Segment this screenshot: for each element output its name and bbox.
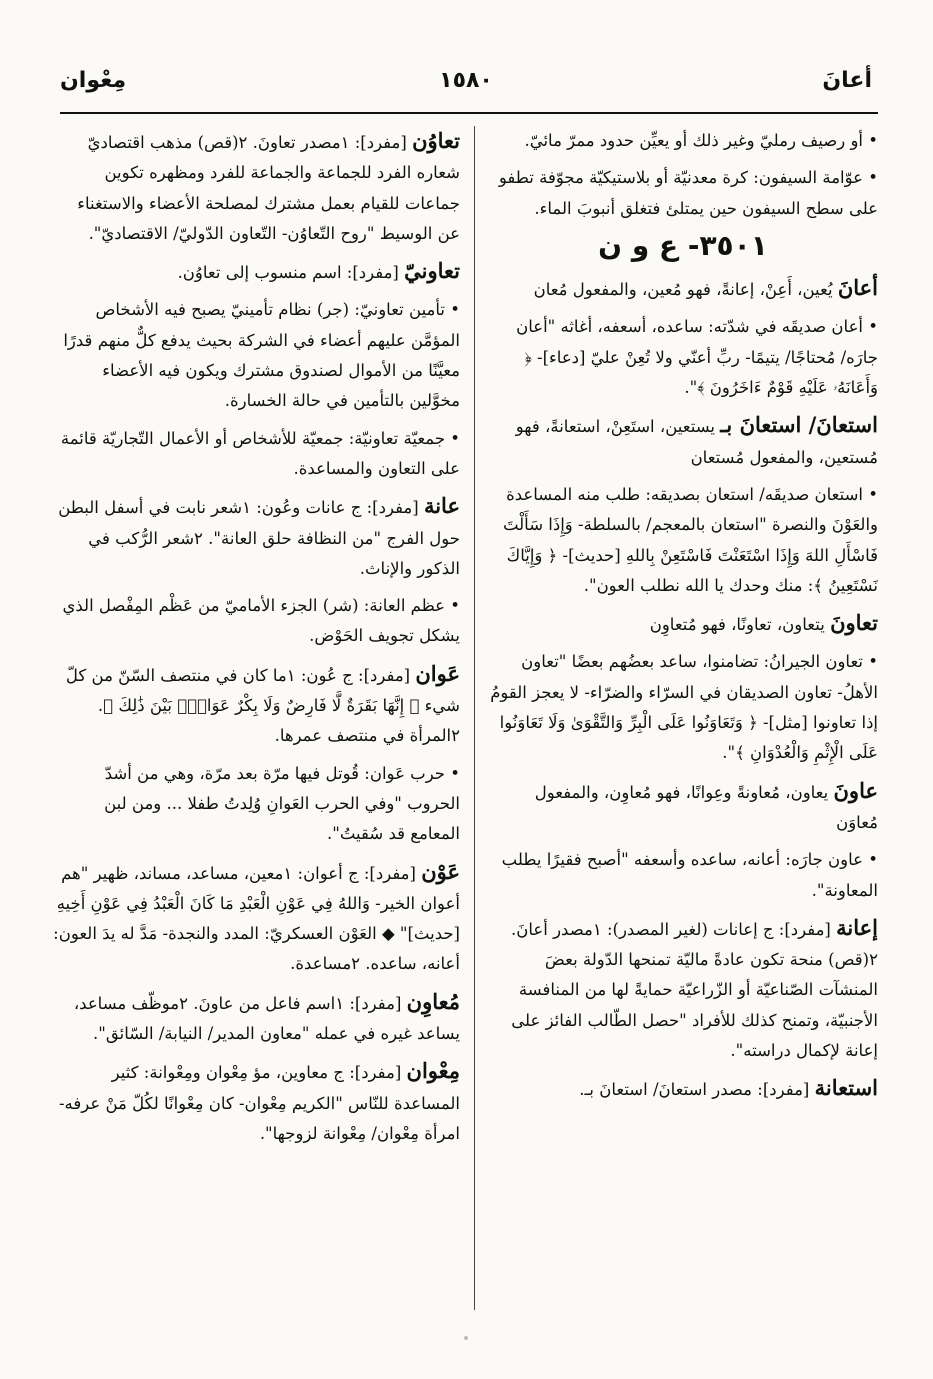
root-heading: ٣٥٠١- ع و ن [598,228,768,262]
definition-text: تعاون الجيرانُ: تضامنوا، ساعد بعضُهم بعضًا "تعاون الأهلُ- تعاون الصديقان في السرّاء والضرّاء- لا يعجز القومُ إذا تعاونوا [مثل]- ﴿ وَتَعَاوَنُوا عَلَى الْبِرِّ وَالتَّقْوَىٰ وَلَا تَعَاوَنُوا عَلَى الْإِثْمِ وَالْعُدْوَانِ ﴾". [490,652,878,763]
headword-entry [52,126,460,249]
sub-entry [52,295,460,416]
definition-text: عظم العانة: (شر) الجزء الأماميّ من عَظْم المِفْصل الذي يشكل تجويف الحَوْض. [62,596,460,646]
headword-entry [52,987,460,1050]
definition-text: [مفرد]: ١اسم فاعل من عاونَ. ٢موظّف مساعد، يساعد غيره في عمله "معاون المدير/ النيابة/ السّائق". [73,993,460,1044]
headword-entry [488,1073,878,1105]
headword: عاونَ [833,777,878,803]
headword: تعاونيّ [404,258,460,284]
headword-entry [52,1056,460,1149]
definition-text: [مفرد]: ج معاوين، مؤ مِعْوان ومِعْوانة: كثير المساعدة للنّاس "الكريم مِعْوان- كان مِعْوانًا لكُلّ مَنْ عرفه- امرأة مِعْوان/ مِعْوانة لزوجها". [58,1063,460,1143]
headword: إعانة [836,914,878,940]
definition-text: عاون جارَه: أعانه، ساعده وأسعفه "أصبح فقيرًا يطلب المعاونة". [501,850,878,900]
definition-text: [مفرد]: ١مصدر تعاونَ. ٢(قص) مذهب اقتصاديّ شعاره الفرد للجماعة والجماعة للفرد ومظهره تكوين جماعات للقيام بعمل مشترك لمصلحة الأعضاء والاستغناء عن الوسيط "روح التّعاوُن- التّعاون الدّوليّ/ الاقتصاديّ". [77,133,460,243]
sub-entry [488,126,878,156]
headword: تعاوُن [412,128,460,153]
page-mark [464,1336,468,1340]
definition-text: [مفرد]: ج أعوان: ١معين، مساعد، مساند، ظهير "هم أعوان الخير- وَاللهُ فِي عَوْنِ الْعَبْدِ مَا كَانَ الْعَبْدُ فِي عَوْنِ أَخِيهِ [حديث]" ◆ العَوْن العسكريّ: المدد والنجدة- مَدَّ له يدَ العون: أعانه، ساعده. ٢مساعدة. [53,863,460,974]
definition-text: تأمين تعاونيّ: (جر) نظام تأمينيّ يصبح فيه الأشخاص المؤمَّن عليهم أعضاء في الشركة بحيث يدفع كلٌّ منهم قدرًا معيَّنًا من الأموال لصندوق مشترك ويكون فيه الأعضاء مخوَّلين بالتأمين في حالة الخسارة. [63,300,460,411]
definition-text: [مفرد]: ج عُون: ١ما كان في منتصف السّنّ من كلّ شيء ﴿ إِنَّهَا بَقَرَةٌ لَّا فَارِضٌ وَلَا بِكْرٌ عَوَانٌۢ بَيْنَ ذَٰلِكَ ﴾. ٢المرأة في منتصف عمرها. [65,665,460,746]
headword: استعانَ/ استعانَ بـ [720,412,878,438]
headword: مُعاوِن [406,988,460,1014]
headword-entry [488,776,878,839]
headword-entry [488,608,878,640]
headword-entry [52,491,460,584]
sub-entry [52,591,460,652]
page-number: ١٥٨٠ [439,68,493,93]
definition-text: [مفرد]: اسم منسوب إلى تعاوُن. [177,263,399,283]
headword-entry [52,256,460,288]
definition-text: يستعين، استَعِنْ، استعانةً، فهو مُستعين، والمفعول مُستعان [515,417,878,467]
headword: استعانة [814,1075,878,1101]
definition-text: عوّامة السيفون: كرة معدنيّة أو بلاستيكيّة مجوّفة تطفو على سطح السيفون حين يمتلئ فتغلق أنبوبَ الماء. [498,168,878,218]
left-column [52,126,460,1156]
definition-text: يتعاون، تعاونًا، فهو مُتعاوِن [649,615,825,635]
right-column [488,126,878,1113]
headword-entry [488,913,878,1066]
sub-entry [488,480,878,601]
headword: عانة [423,493,460,519]
headword: أعانَ [837,275,878,301]
definition-text: [مفرد]: ج عانات وعُون: ١شعر نابت في أسفل البطن حول الفرج "من النظافة حلق العانة". ٢شعر الرُّكب في الذكور والإناث. [58,498,460,578]
header-guide-word-first: أعانَ [822,68,872,93]
definition-text: استعان صديقَه/ استعان بصديقه: طلب منه المساعدة والعَوْنَ والنصرة "استعان بالمعجم/ بالسلطة- وَإِذَا سَأَلْتَ فَاسْأَلِ اللهَ وَإِذَا اسْتَعَنْتَ فَاسْتَعِنْ بِاللهِ [حديث]- ﴿ وَإِيَّاكَ نَسْتَعِينُ ﴾: منك وحدك يا الله نطلب العون". [502,484,878,595]
header-guide-word-last: مِعْوان [60,68,127,93]
headword: عَوان [415,660,460,686]
sub-entry [488,163,878,224]
headword: عَوْن [421,858,460,884]
headword-entry [488,273,878,305]
definition-text: أو رصيف رمليّ وغير ذلك أو يعيِّن حدود ممرّ مائيّ. [524,131,864,150]
definition-text: [مفرد]: ج إعانات (لغير المصدر): ١مصدر أعانَ. ٢(قص) منحة تكون عادةً ماليّة تمنحها الدّولة بعضَ المنشآت الصّناعيّة أو الزّراعيّة حمايةً لها من المنافسة الأجنبيّة، وتمنح كذلك للأفراد "حصل الطّالب الفائز على إعانة لإكمال دراسته". [511,919,878,1061]
sub-entry [488,312,878,403]
headword-entry [52,659,460,752]
column-divider [474,126,475,1310]
headword: تعاونَ [830,610,878,636]
definition-text: جمعيّة تعاونيّة: جمعيّة للأشخاص أو الأعمال التّجاريّة قائمة على التعاون والمساعدة. [60,428,460,478]
page-header [60,62,872,102]
definition-text: أعان صديقَه في شدّته: ساعده، أسعفه، أغاثه "أعان جارَه/ مُحتاجًا/ يتيمًا- ربِّ أعنّي ولا تُعِنْ عليّ [دعاء]- ﴿ وَأَعَانَهُۥ عَلَيْهِ قَوْمٌ ءَاخَرُونَ ﴾". [516,317,878,398]
sub-entry [488,647,878,768]
definition-text: يُعين، أَعِنْ، إعانةً، فهو مُعين، والمفعول مُعان [533,280,833,300]
definition-text: حرب عَوان: قُوتل فيها مرّة بعد مرّة، وهي من أشدّ الحروب "وفي الحرب العَوانِ وُلِدتُ طفلا ... ومن لبن المعامع قد سُقيتُ". [104,763,460,844]
header-rule [60,112,878,114]
sub-entry [488,845,878,906]
headword-entry [488,410,878,473]
headword: مِعْوان [406,1058,460,1084]
sub-entry [52,759,460,850]
sub-entry [52,424,460,485]
definition-text: [مفرد]: مصدر استعانَ/ استعانَ بـ. [579,1080,810,1100]
definition-text: يعاون، مُعاونةً وعِوانًا، فهو مُعاوِن، والمفعول مُعاوَن [534,782,878,832]
headword-entry [52,857,460,980]
